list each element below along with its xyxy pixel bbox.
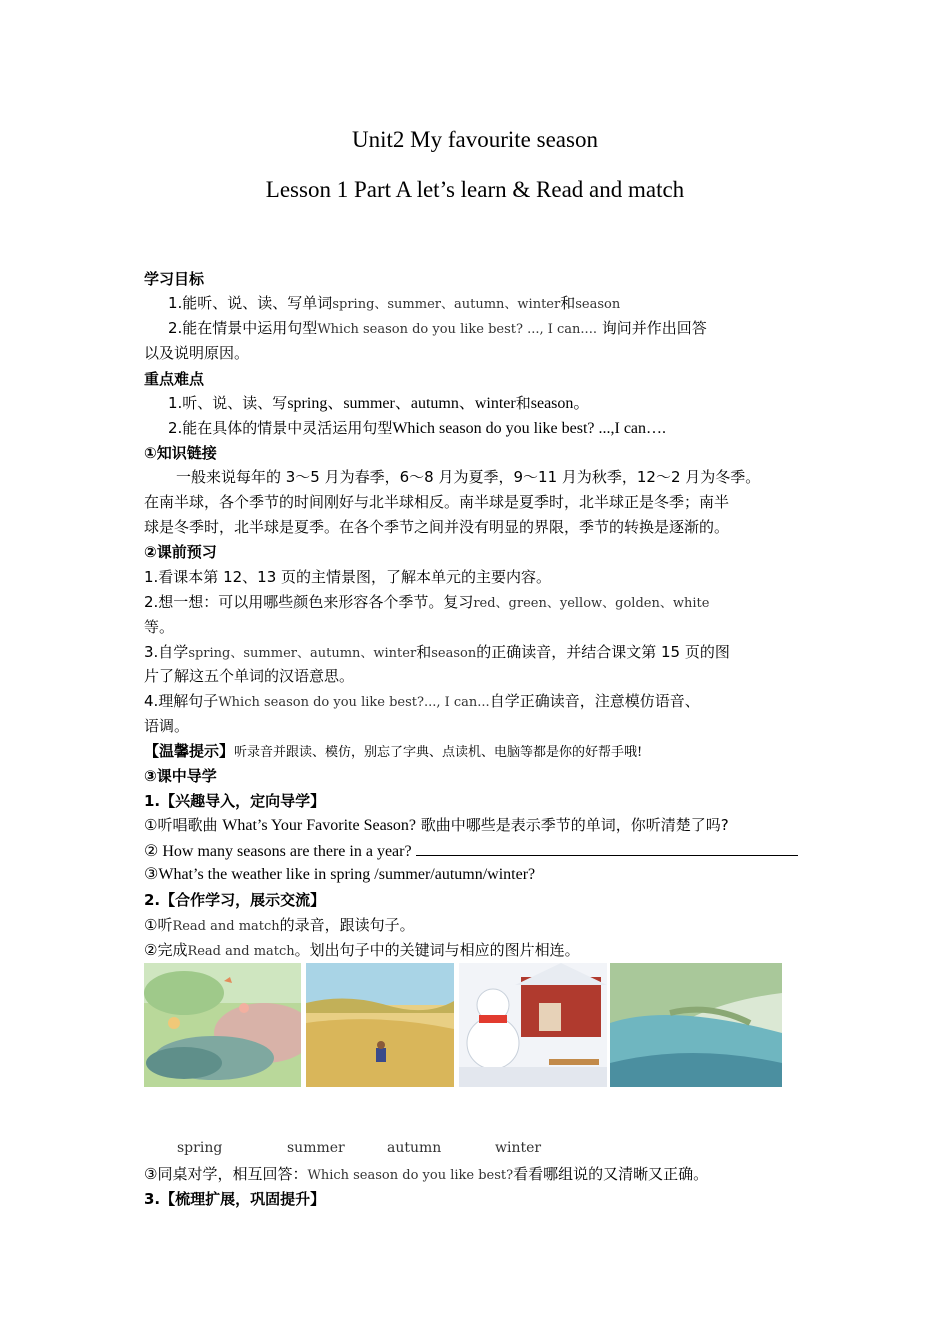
- preview-2-cont: 等。: [144, 618, 175, 636]
- objective-1: 1.能听、说、读、写单词spring、summer、autumn、winter和season: [168, 294, 621, 312]
- section-1-heading: 1.【兴趣导入，定向导学】: [144, 792, 326, 810]
- objectives-heading: 学习目标: [144, 270, 205, 288]
- preview-2: 2.想一想：可以用哪些颜色来形容各个季节。复习red、green、yellow、golden、white: [144, 593, 710, 611]
- summer-picture: [306, 963, 454, 1087]
- knowledge-heading: ①知识链接: [144, 444, 217, 462]
- objective-2: 2.能在情景中运用句型Which season do you like best? ..., I can.... 询问并作出回答: [168, 319, 707, 337]
- section-1-q1: ①听唱歌曲 What’s Your Favorite Season? 歌曲中哪些是表示季节的单词，你听清楚了吗?: [144, 816, 729, 834]
- section-1-q3: ③What’s the weather like in spring /summer/autumn/winter?: [144, 866, 536, 883]
- keypoint-2: 2.能在具体的情景中灵活运用句型Which season do you like best? ...,I can….: [168, 419, 667, 437]
- section-1-q2: ② How many seasons are there in a year?: [144, 840, 798, 862]
- label-winter: winter: [495, 1140, 542, 1156]
- knowledge-line-2: 在南半球，各个季节的时间刚好与北半球相反。南半球是夏季时，北半球正是冬季；南半: [144, 493, 730, 511]
- spring-picture: [144, 963, 301, 1087]
- preview-1: 1.看课本第 12、13 页的主情景图，了解本单元的主要内容。: [144, 568, 552, 586]
- preview-3: 3.自学spring、summer、autumn、winter和season的正确读音，并结合课文第 15 页的图: [144, 643, 730, 661]
- knowledge-line-1: 一般来说每年的 3～5 月为春季，6～8 月为夏季，9～11 月为秋季，12～2 月为冬季。: [176, 468, 761, 486]
- knowledge-line-3: 球是冬季时，北半球是夏季。在各个季节之间并没有明显的界限，季节的转换是逐渐的。: [144, 518, 730, 536]
- objective-2-cont: 以及说明原因。: [144, 344, 250, 362]
- lesson-title: Lesson 1 Part A let’s learn & Read and match: [265, 177, 685, 202]
- answer-blank[interactable]: [416, 840, 798, 856]
- warm-tip: 【温馨提示】听录音并跟读、模仿，别忘了字典、点读机、电脑等都是你的好帮手哦!: [144, 742, 643, 760]
- section-2-item-2: ②完成Read and match。划出句子中的关键词与相应的图片相连。: [144, 941, 580, 959]
- section-2-item-3: ③同桌对学，相互回答：Which season do you like best?看看哪组说的又清晰又正确。: [144, 1165, 709, 1183]
- preview-3-cont: 片了解这五个单词的汉语意思。: [144, 667, 355, 685]
- label-summer: summer: [287, 1140, 345, 1156]
- unit-title: Unit2 My favourite season: [352, 127, 598, 152]
- preview-4: 4.理解句子Which season do you like best?..., I can...自学正确读音，注意模仿语音、: [144, 692, 700, 710]
- winter-picture: [459, 963, 607, 1087]
- section-3-heading: 3.【梳理扩展，巩固提升】: [144, 1190, 326, 1208]
- section-2-item-1: ①听Read and match的录音，跟读句子。: [144, 916, 415, 934]
- keypoint-1: 1.听、说、读、写spring、summer、autumn、winter和season。: [168, 394, 590, 412]
- preview-4-cont: 语调。: [144, 717, 190, 735]
- autumn-picture: [610, 963, 782, 1087]
- section-2-heading: 2.【合作学习，展示交流】: [144, 891, 326, 909]
- preview-heading: ②课前预习: [144, 543, 217, 561]
- label-autumn: autumn: [387, 1140, 442, 1156]
- inclass-heading: ③课中导学: [144, 767, 217, 785]
- label-spring: spring: [177, 1140, 223, 1156]
- keypoints-heading: 重点难点: [144, 370, 205, 388]
